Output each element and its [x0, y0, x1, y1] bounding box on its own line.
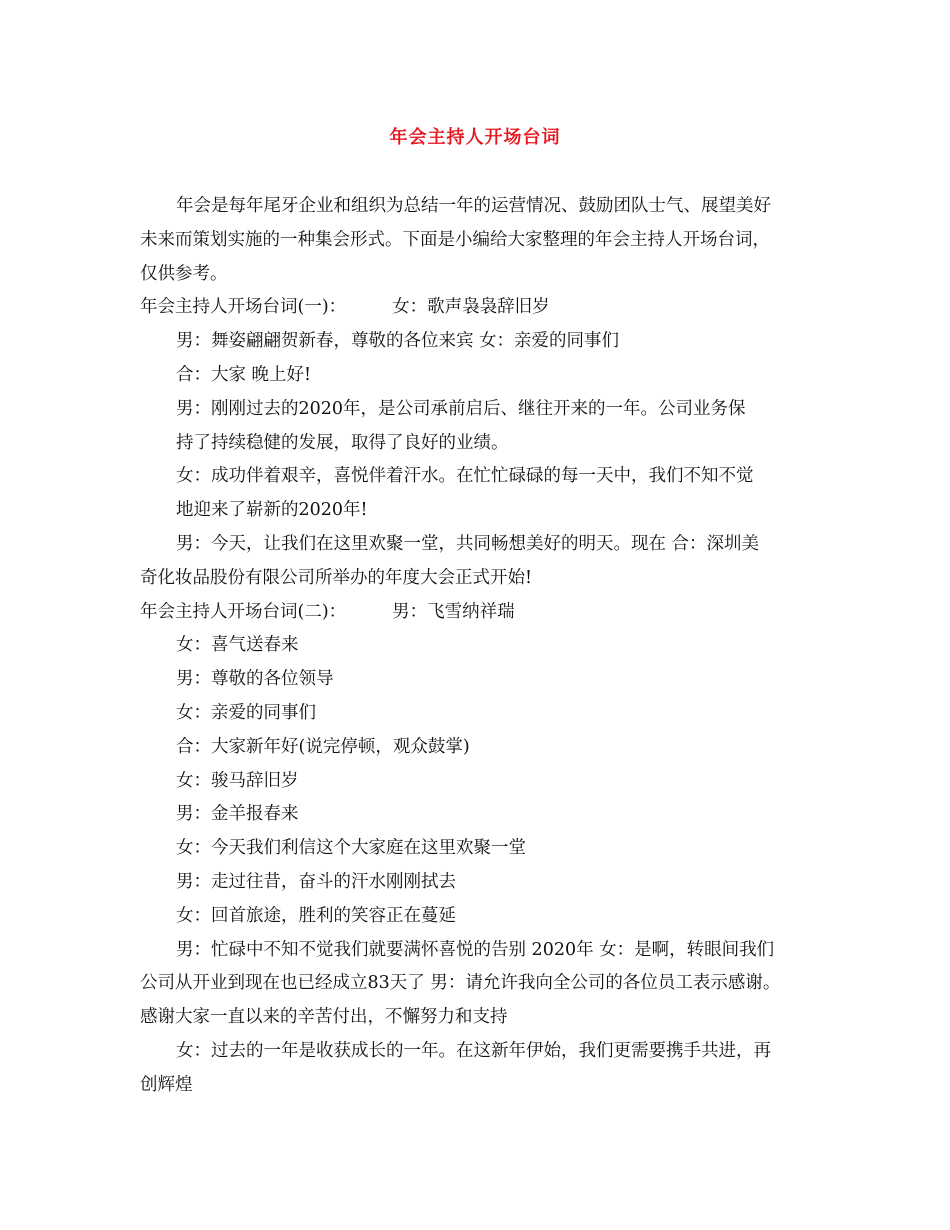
- script-line: 男：走过往昔，奋斗的汗水刚刚拭去: [176, 871, 456, 892]
- document-body: [140, 190, 830, 1103]
- script-line: 女：今天我们利信这个大家庭在这里欢聚一堂: [176, 838, 526, 859]
- section-heading-1: [140, 291, 830, 325]
- script-line: 感谢大家一直以来的辛苦付出，不懈努力和支持: [140, 1007, 508, 1028]
- script-line: 地迎来了崭新的2020年!: [176, 500, 368, 521]
- script-line: 女：成功伴着艰辛，喜悦伴着汗水。在忙忙碌碌的每一天中，我们不知不觉: [176, 466, 754, 487]
- script-line: 女：亲爱的同事们: [176, 702, 316, 723]
- script-line: 男：金羊报春来: [176, 804, 299, 825]
- script-line: 女：喜气送春来: [176, 635, 299, 656]
- script-line: 合：大家新年好(说完停顿，观众鼓掌): [176, 736, 470, 757]
- script-line: 创辉煌: [140, 1074, 193, 1095]
- script-line: 持了持续稳健的发展，取得了良好的业绩。: [176, 432, 509, 453]
- script-line: 公司从开业到现在也已经成立83天了 男：请允许我向全公司的各位员工表示感谢。: [140, 973, 781, 994]
- intro-line: 仅供参考。: [140, 263, 228, 284]
- script-line: 男：今天，让我们在这里欢聚一堂，共同畅想美好的明天。现在 合：深圳美: [176, 533, 760, 554]
- intro-line: 年会是每年尾牙企业和组织为总结一年的运营情况、鼓励团队士气、展望美好: [176, 196, 771, 216]
- script-line: 女：回首旅途，胜利的笑容正在蔓延: [176, 905, 456, 926]
- section-heading-label: 年会主持人开场台词(二)：: [140, 601, 347, 622]
- script-line: 男：忙碌中不知不觉我们就要满怀喜悦的告别 2020年 女：是啊，转眼间我们: [176, 939, 775, 960]
- intro-line: 未来而策划实施的一种集会形式。下面是小编给大家整理的年会主持人开场台词，: [140, 229, 770, 250]
- section-heading-label: 年会主持人开场台词(一)：: [140, 297, 347, 318]
- script-line: 男：舞姿翩翩贺新春，尊敬的各位来宾 女：亲爱的同事们: [176, 331, 620, 352]
- script-line: 男：刚刚过去的2020年，是公司承前启后、继往开来的一年。公司业务保: [176, 398, 746, 419]
- document-title: 年会主持人开场台词: [389, 127, 561, 148]
- section-heading-tail: 女：歌声袅袅辞旧岁: [392, 297, 550, 318]
- script-line: 合：大家 晚上好!: [176, 364, 312, 385]
- section-heading-2: [140, 596, 830, 630]
- script-line: 女：骏马辞旧岁: [176, 770, 299, 791]
- section-heading-tail: 男：飞雪纳祥瑞: [392, 601, 515, 622]
- script-line: 奇化妆品股份有限公司所举办的年度大会正式开始!: [140, 567, 533, 588]
- script-line: 男：尊敬的各位领导: [176, 669, 334, 690]
- script-line: 女：过去的一年是收获成长的一年。在这新年伊始，我们更需要携手共进，再: [176, 1040, 771, 1061]
